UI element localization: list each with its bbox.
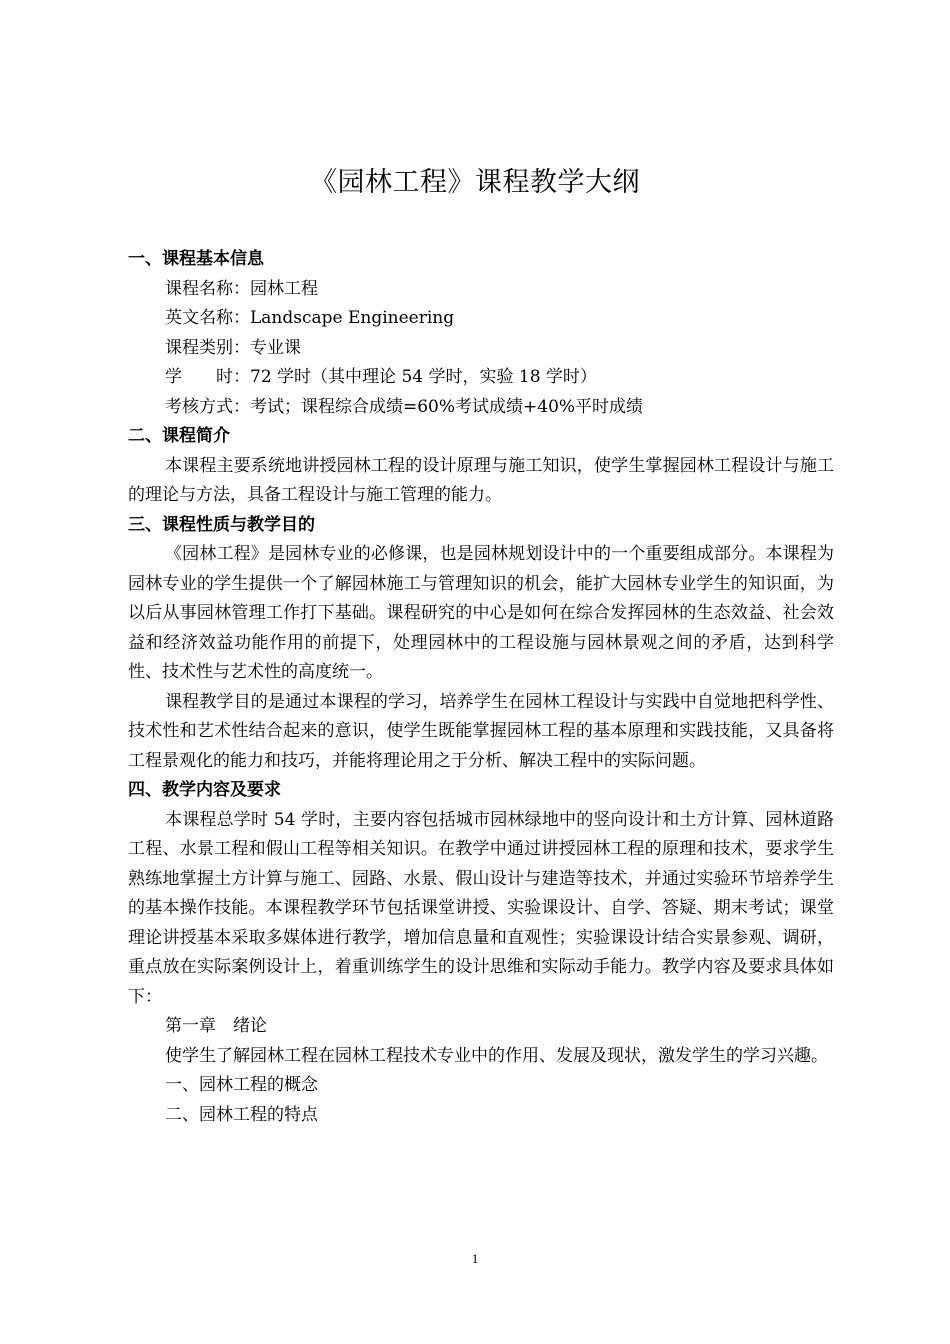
- chapter-1-item-1: 一、园林工程的概念: [165, 1075, 318, 1095]
- section-heading-basic-info: 一、课程基本信息: [128, 249, 264, 269]
- purpose-paragraph: 课程教学目的是通过本课程的学习，培养学生在园林工程设计与实践中自觉地把科学性、技术性和艺术性结合起来的意识，使学生既能掌握园林工程的基本原理和实践技能，又具备将工程景观化的能力和技巧，并能将理论用之于分析、解决工程中的实际问题。: [128, 691, 834, 771]
- chapter-1-title: 第一章 绪论: [165, 1016, 267, 1036]
- section-heading-content: 四、教学内容及要求: [128, 780, 281, 800]
- nature-paragraph: 《园林工程》是园林专业的必修课，也是园林规划设计中的一个重要组成部分。本课程为园林专业的学生提供一个了解园林施工与管理知识的机会，能扩大园林专业学生的知识面，为以后从事园林管理工作打下基础。课程研究的中心是如何在综合发挥园林的生态效益、社会效益和经济效益功能作用的前提下，处理园林中的工程设施与园林景观之间的矛盾，达到科学性、技术性与艺术性的高度统一。: [128, 544, 834, 682]
- course-hours-label: 学 时：: [165, 367, 250, 387]
- document-title: 《园林工程》课程教学大纲: [310, 167, 640, 198]
- assessment-method: 考核方式：考试；课程综合成绩=60%考试成绩+40%平时成绩: [165, 396, 644, 417]
- page-number: 1: [471, 1251, 479, 1266]
- document-body: [128, 245, 834, 1130]
- course-hours-value: 72 学时（其中理论 54 学时，实验 18 学时）: [250, 367, 597, 387]
- english-name: 英文名称：Landscape Engineering: [165, 308, 455, 328]
- section-heading-intro: 二、课程简介: [128, 426, 230, 446]
- content-paragraph: 本课程总学时 54 学时，主要内容包括城市园林绿地中的竖向设计和土方计算、园林道路工程、水景工程和假山工程等相关知识。在教学中通过讲授园林工程的原理和技术，要求学生熟练地掌握土方计算与施工、园路、水景、假山设计与建造等技术，并通过实验环节培养学生的基本操作技能。本课程教学环节包括课堂讲授、实验课设计、自学、答疑、期末考试；课堂理论讲授基本采取多媒体进行教学，增加信息量和直观性；实验课设计结合实景参观、调研，重点放在实际案例设计上，着重训练学生的设计思维和实际动手能力。教学内容及要求具体如下：: [128, 809, 834, 1007]
- section-heading-nature-purpose: 三、课程性质与教学目的: [128, 514, 315, 535]
- course-hours: [128, 363, 834, 393]
- course-category: 课程类别：专业课: [165, 337, 301, 358]
- intro-paragraph: 本课程主要系统地讲授园林工程的设计原理与施工知识，使学生掌握园林工程设计与施工的理论与方法，具备工程设计与施工管理的能力。: [128, 455, 834, 505]
- chapter-1-item-2: 二、园林工程的特点: [165, 1104, 318, 1125]
- course-name: 课程名称：园林工程: [165, 278, 318, 299]
- chapter-1-description: 使学生了解园林工程在园林工程技术专业中的作用、发展及现状，激发学生的学习兴趣。: [165, 1045, 828, 1066]
